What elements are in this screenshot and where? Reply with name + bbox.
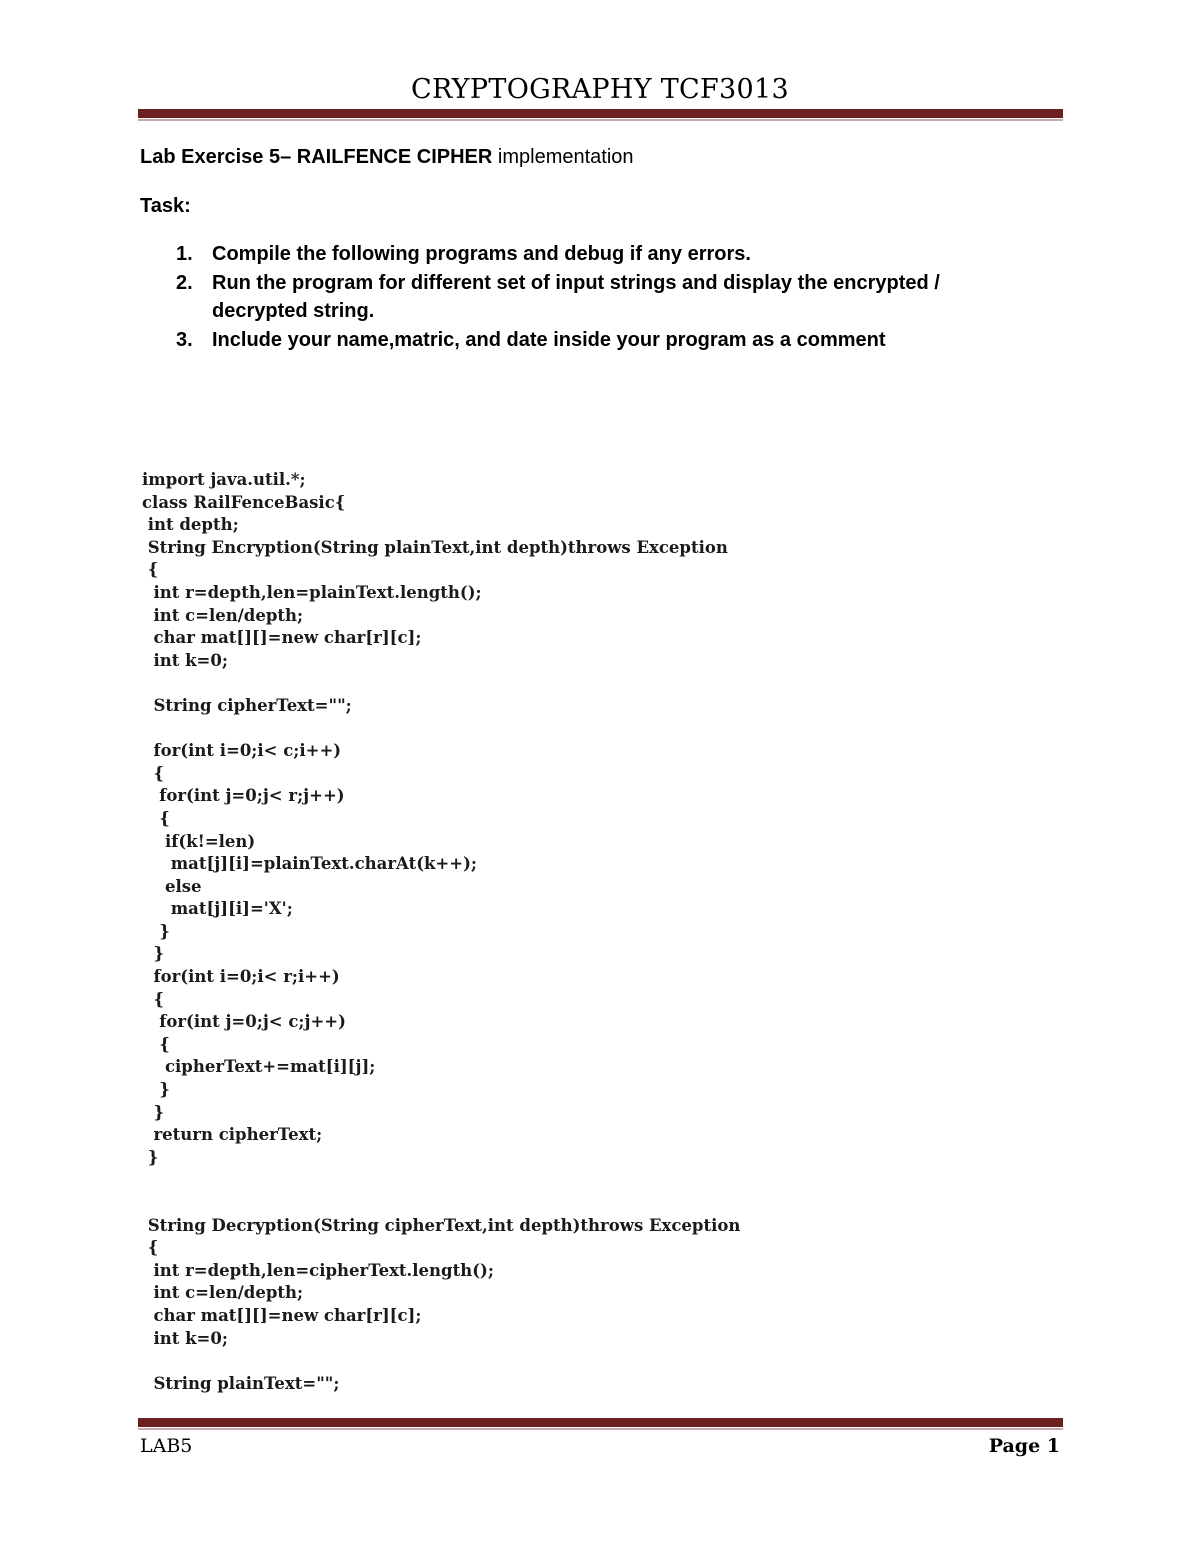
task-list bbox=[176, 240, 1036, 354]
code-line: else bbox=[142, 876, 202, 896]
header-rule-shadow bbox=[138, 119, 1063, 121]
code-line: { bbox=[142, 989, 165, 1009]
task-item bbox=[176, 326, 1036, 355]
code-line: int r=depth,len=plainText.length(); bbox=[142, 582, 482, 602]
code-line: } bbox=[142, 944, 165, 964]
code-line: import java.util.*; bbox=[142, 470, 306, 489]
code-line: } bbox=[142, 1147, 159, 1167]
header-rule bbox=[138, 109, 1063, 118]
code-line: int k=0; bbox=[142, 650, 228, 670]
footer-rule-shadow bbox=[138, 1428, 1063, 1430]
code-line: String cipherText=""; bbox=[142, 695, 352, 715]
page-header-title: CRYPTOGRAPHY TCF3013 bbox=[411, 74, 789, 105]
code-line: for(int j=0;j< c;j++) bbox=[142, 1012, 346, 1032]
code-line: char mat[][]=new char[r][c]; bbox=[142, 628, 422, 648]
code-line: for(int i=0;i< r;i++) bbox=[142, 967, 340, 987]
code-line: char mat[][]=new char[r][c]; bbox=[142, 1305, 422, 1325]
task-label: Task: bbox=[140, 195, 191, 217]
task-number: 2. bbox=[176, 271, 193, 294]
code-line: int depth; bbox=[142, 515, 239, 535]
code-line: int r=depth,len=cipherText.length(); bbox=[142, 1260, 494, 1280]
code-line: int c=len/depth; bbox=[142, 605, 304, 625]
code-line: { bbox=[142, 808, 170, 828]
code-line: mat[j][i]='X'; bbox=[142, 899, 293, 919]
code-line: { bbox=[142, 1034, 170, 1054]
code-line: mat[j][i]=plainText.charAt(k++); bbox=[142, 854, 477, 874]
code-line: { bbox=[142, 560, 159, 580]
task-item bbox=[176, 240, 1036, 269]
code-line: for(int i=0;i< c;i++) bbox=[142, 741, 342, 761]
code-line: class RailFenceBasic{ bbox=[142, 492, 346, 512]
code-line: { bbox=[142, 763, 165, 783]
code-listing bbox=[142, 469, 740, 1395]
task-text: Run the program for different set of input strings and display the encrypted / decrypted string. bbox=[212, 271, 940, 322]
code-line: String Encryption(String plainText,int depth)throws Exception bbox=[142, 537, 728, 557]
code-line bbox=[142, 672, 740, 695]
lab-title-bold: Lab Exercise 5– RAILFENCE CIPHER bbox=[140, 146, 493, 168]
code-line: } bbox=[142, 1102, 165, 1122]
code-line: if(k!=len) bbox=[142, 831, 256, 851]
code-line: } bbox=[142, 921, 170, 941]
footer-rule bbox=[138, 1418, 1063, 1427]
footer-page-number: Page 1 bbox=[988, 1435, 1060, 1457]
code-line: String Decryption(String cipherText,int depth)throws Exception bbox=[142, 1215, 741, 1235]
task-number: 3. bbox=[176, 328, 193, 351]
code-line: } bbox=[142, 1080, 170, 1100]
lab-title-normal: implementation bbox=[492, 146, 634, 168]
code-line bbox=[142, 1192, 740, 1215]
code-line bbox=[142, 1350, 740, 1373]
code-line: String plainText=""; bbox=[142, 1373, 340, 1393]
task-number: 1. bbox=[176, 243, 193, 265]
code-line: return cipherText; bbox=[142, 1125, 323, 1145]
code-line: { bbox=[142, 1238, 159, 1258]
code-line bbox=[142, 718, 740, 741]
code-line: for(int j=0;j< r;j++) bbox=[142, 786, 345, 806]
code-line bbox=[142, 1169, 740, 1192]
lab-title bbox=[140, 143, 634, 171]
task-text: Include your name,matric, and date inside your program as a comment bbox=[212, 328, 886, 351]
code-line: cipherText+=mat[i][j]; bbox=[142, 1057, 376, 1077]
task-text: Compile the following programs and debug if any errors. bbox=[212, 243, 751, 265]
code-line: int c=len/depth; bbox=[142, 1283, 304, 1303]
task-item bbox=[176, 269, 1036, 326]
footer-lab-label: LAB5 bbox=[140, 1435, 193, 1457]
code-line: int k=0; bbox=[142, 1328, 228, 1348]
